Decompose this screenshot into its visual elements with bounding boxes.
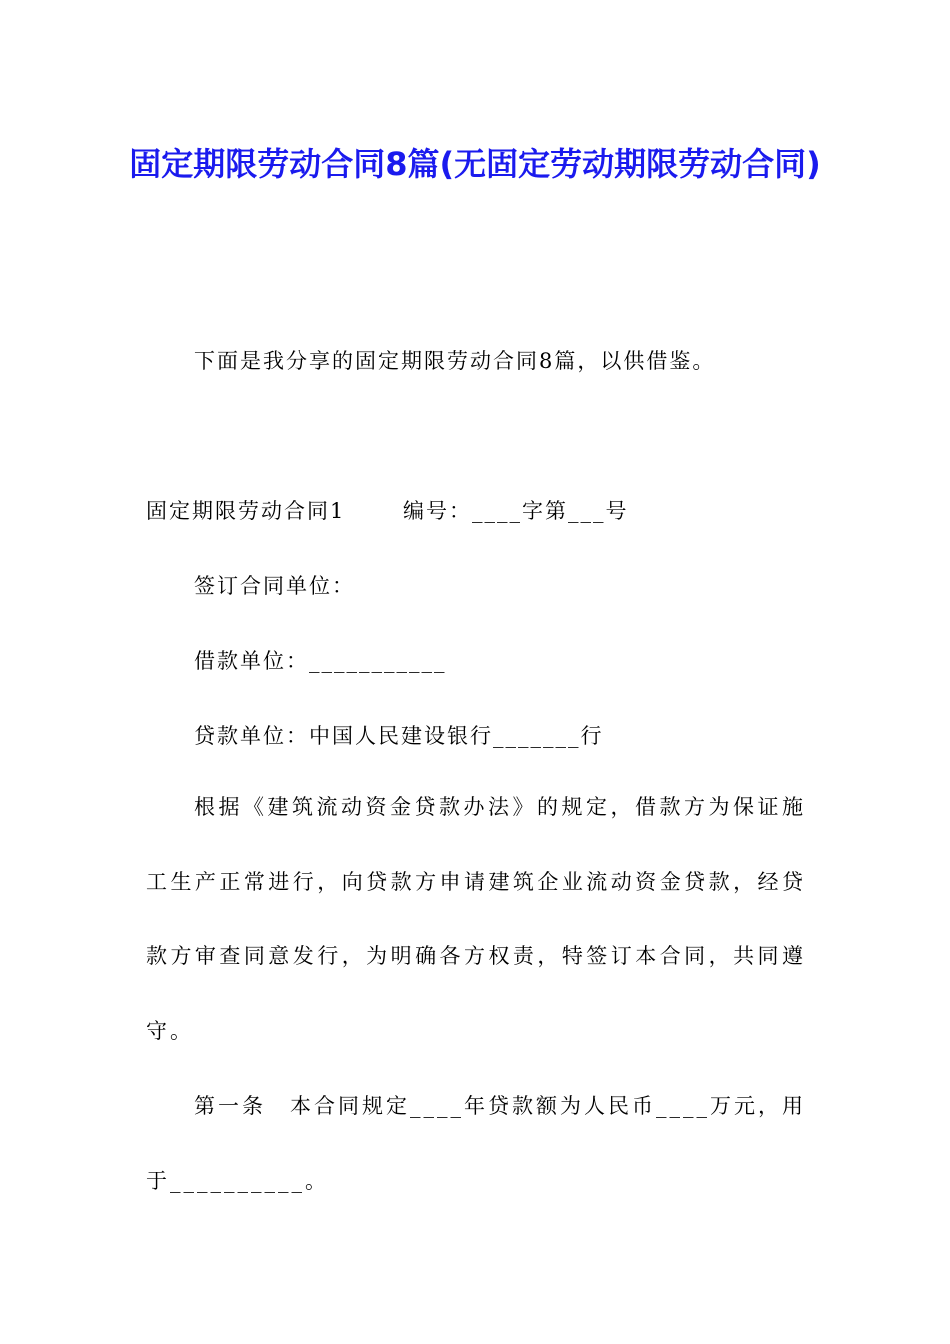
- signing-units-label: 签订合同单位：: [194, 574, 355, 598]
- paragraph-loan-basis: 根据《建筑流动资金贷款办法》的规定，借款方为保证施工生产正常进行，向贷款方申请建筑企业流动资金贷款，经贷款方审查同意发行，为明确各方权责，特签订本合同，共同遵守。: [146, 795, 806, 1043]
- section-heading: 固定期限劳动合同1: [146, 499, 346, 523]
- contract-number-line: 编号：____字第___号: [403, 499, 629, 523]
- lender-line: 贷款单位：中国人民建设银行_______行: [194, 724, 604, 748]
- borrower-line: 借款单位：___________: [194, 649, 447, 673]
- intro-text: 下面是我分享的固定期限劳动合同8篇，以供借鉴。: [194, 349, 716, 373]
- document-title: 固定期限劳动合同8篇(无固定劳动期限劳动合同): [129, 145, 821, 183]
- paragraph-article-1: 第一条 本合同规定____年贷款额为人民币____万元，用于__________。: [146, 1094, 806, 1193]
